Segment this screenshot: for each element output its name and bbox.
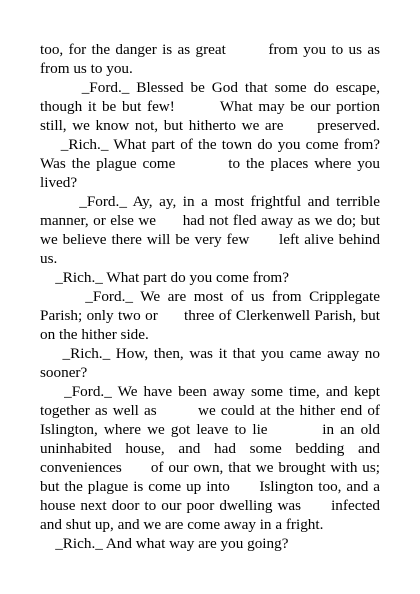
text-line-24: but the plague is come up into Islington too, and a <box>40 478 380 495</box>
text-line-3: _Ford._ Blessed be God that some do escape, <box>40 79 381 96</box>
text-line-18: sooner? <box>40 364 88 381</box>
text-line-19: _Ford._ We have been away some time, and kept <box>40 383 380 400</box>
text-line-10: manner, or else we had not fled away as we do; but <box>40 212 380 229</box>
text-line-15: Parish; only two or three of Clerkenwell Parish, but <box>40 307 380 324</box>
text-line-5: still, we know not, but hitherto we are preserved. <box>40 117 380 134</box>
text-line-13: _Rich._ What part do you come from? <box>40 269 289 286</box>
text-line-1: too, for the danger is as great from you to us as <box>40 41 380 58</box>
text-line-23: conveniences of our own, that we brought with us; <box>40 459 380 476</box>
text-line-11: we believe there will be very few left alive behind <box>40 231 380 248</box>
text-line-17: _Rich._ How, then, was it that you came away no <box>40 345 380 362</box>
text-line-16: on the hither side. <box>40 326 149 343</box>
text-line-12: us. <box>40 250 58 267</box>
text-line-22: uninhabited house, and had some bedding and <box>40 440 380 457</box>
text-line-21: Islington, where we got leave to lie in an old <box>40 421 380 438</box>
text-line-27: _Rich._ And what way are you going? <box>40 535 289 552</box>
text-line-6: _Rich._ What part of the town do you come from? <box>40 136 381 153</box>
text-line-9: _Ford._ Ay, ay, in a most frightful and terrible <box>40 193 380 210</box>
text-line-4: though it be but few! What may be our portion <box>40 98 380 115</box>
text-line-2: from us to you. <box>40 60 133 77</box>
text-line-20: together as well as we could at the hither end of <box>40 402 380 419</box>
text-line-7: Was the plague come to the places where you <box>40 155 380 172</box>
text-line-8: lived? <box>40 174 78 191</box>
text-line-26: and shut up, and we are come away in a fright. <box>40 516 324 533</box>
text-line-25: house next door to our poor dwelling was infected <box>40 497 380 514</box>
text-line-14: _Ford._ We are most of us from Cripplegate <box>40 288 380 305</box>
